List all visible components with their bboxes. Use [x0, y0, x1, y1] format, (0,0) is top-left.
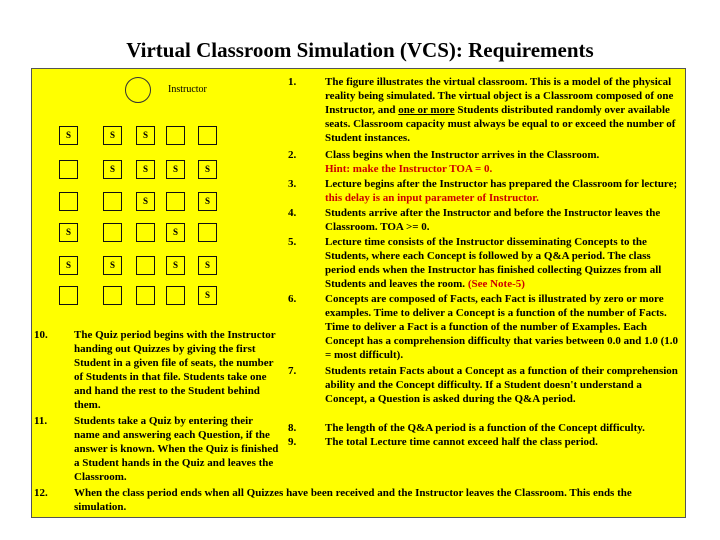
req-3-hint: this delay is an input parameter of Instructor.	[325, 192, 539, 204]
seat	[166, 286, 185, 305]
req-8-text: The length of the Q&A period is a function of the Concept difficulty.	[325, 422, 645, 434]
instructor-circle	[125, 77, 151, 103]
seat: S	[103, 256, 122, 275]
req-7-text: Students retain Facts about a Concept as a function of their comprehension ability and the Concept difficulty. If a Student doesn't understand a Concept, a Question is asked during the Q&A period.	[325, 365, 678, 405]
seat: S	[198, 160, 217, 179]
req-1-number: 1.	[288, 76, 297, 88]
seat: S	[103, 160, 122, 179]
req-6-text: Concepts are composed of Facts, each Fact is illustrated by zero or more examples. Time to deliver a Concept is a function of the number of Facts. Time to deliver a Fact is a function of the number of Examples. Each Concept has a comprehension difficulty that varies between 0.0 and 1.0 (1.0 = most difficult).	[325, 293, 679, 361]
req-8-number: 8.	[288, 422, 297, 434]
req-1-text: The figure illustrates the virtual classroom. This is a model of the physical reality being simulated. The virtual object is a Classroom composed of one Instructor, and one or more Students distributed randomly over available seats. Classroom capacity must always be equal to or exceed the number of Student instances.	[325, 76, 676, 144]
seat: S	[198, 192, 217, 211]
seat: S	[103, 126, 122, 145]
req-5-hint: (See Note-5)	[467, 278, 525, 290]
seat	[59, 160, 78, 179]
req-3-text: Lecture begins after the Instructor has prepared the Classroom for lecture; this delay is an input parameter of Instructor.	[325, 178, 678, 204]
req-3-number: 3.	[288, 178, 297, 190]
seat: S	[198, 286, 217, 305]
seat	[136, 286, 155, 305]
seat	[166, 192, 185, 211]
req-2-text: Class begins when the Instructor arrives in the Classroom. Hint: make the Instructor TOA = 0.	[325, 149, 600, 175]
req-5-text: Lecture time consists of the Instructor disseminating Concepts to the Students, where each Concept is followed by a Q&A period. The class period ends when the Instructor has finished collecting Quizzes from all Students and leaves the room. (See Note-5)	[325, 236, 662, 290]
instructor-label: Instructor	[168, 84, 207, 95]
req-10-number: 10.	[34, 329, 48, 341]
seat	[103, 223, 122, 242]
req-12-text: When the class period ends when all Quizzes have been received and the Instructor leaves the Classroom. This ends the simulation.	[74, 487, 632, 513]
seat: S	[166, 223, 185, 242]
req-2-hint: Hint: make the Instructor TOA = 0.	[325, 163, 493, 175]
seat: S	[136, 192, 155, 211]
seat	[103, 286, 122, 305]
seat: S	[59, 126, 78, 145]
seat	[198, 223, 217, 242]
req-4-text: Students arrive after the Instructor and before the Instructor leaves the Classroom. TOA >= 0.	[325, 207, 661, 233]
req-12-number: 12.	[34, 487, 48, 499]
seat: S	[166, 256, 185, 275]
req-4-number: 4.	[288, 207, 297, 219]
req-11-text: Students take a Quiz by entering their name and answering each Question, if the answer is known. When the Quiz is finished a Student hands in the Quiz and leaves the Classroom.	[74, 415, 279, 483]
req-11-number: 11.	[34, 415, 48, 427]
seat: S	[59, 223, 78, 242]
req-5-number: 5.	[288, 236, 297, 248]
req-2-number: 2.	[288, 149, 297, 161]
req-10-text: The Quiz period begins with the Instructor handing out Quizzes by giving the first Student in a given file of seats, the number of Students in that file. Students take one and hand the rest to the Student behind them.	[74, 329, 276, 411]
seat	[59, 192, 78, 211]
seat: S	[136, 126, 155, 145]
seat: S	[166, 160, 185, 179]
seat	[166, 126, 185, 145]
seat	[198, 126, 217, 145]
seat	[103, 192, 122, 211]
seat	[136, 223, 155, 242]
req-9-number: 9.	[288, 436, 297, 448]
req-6-number: 6.	[288, 293, 297, 305]
seat	[59, 286, 78, 305]
page-title: Virtual Classroom Simulation (VCS): Requirements	[126, 38, 594, 62]
req-7-number: 7.	[288, 365, 297, 377]
seat: S	[136, 160, 155, 179]
req-9-text: The total Lecture time cannot exceed half the class period.	[325, 436, 598, 448]
seat	[136, 256, 155, 275]
seat: S	[59, 256, 78, 275]
seat: S	[198, 256, 217, 275]
